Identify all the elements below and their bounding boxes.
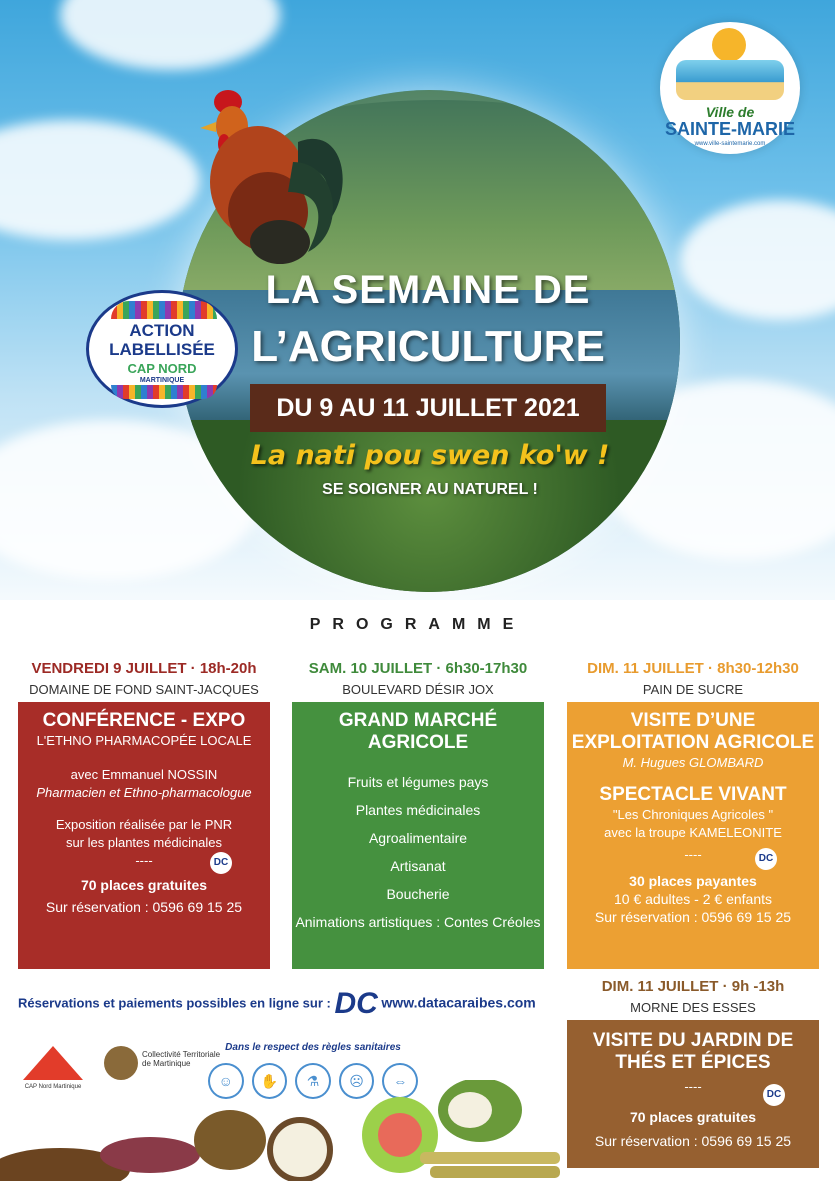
- saturday-item: Animations artistiques : Contes Créoles: [295, 914, 541, 930]
- sunday-event-box: [567, 702, 819, 969]
- friday-day: VENDREDI 9 JUILLET · 18h-20h: [31, 660, 257, 677]
- friday-speaker: avec Emmanuel NOSSIN: [70, 767, 218, 782]
- rooster-image: [188, 82, 358, 272]
- datacaraibes-icon: DC: [763, 1084, 785, 1106]
- event-slogan: La nati pou swen ko'w !: [250, 440, 610, 471]
- sunday2-title-line1: VISITE DU JARDIN DE: [592, 1030, 794, 1051]
- event-subslogan: SE SOIGNER AU NATUREL !: [322, 481, 538, 498]
- event-title-line1: LA SEMAINE DE: [265, 268, 591, 312]
- sunday-place: PAIN DE SUCRE: [642, 682, 744, 697]
- sunday-day: DIM. 11 JUILLET · 8h30-12h30: [587, 660, 799, 677]
- saturday-item: Boucherie: [386, 886, 450, 902]
- saturday-event-box: [292, 702, 544, 969]
- friday-separator: ----: [135, 853, 153, 868]
- saturday-title-line1: GRAND MARCHÉ: [338, 710, 498, 731]
- programme-heading: PROGRAMME: [309, 616, 526, 633]
- friday-speaker-role: Pharmacien et Ethno-pharmacologue: [36, 785, 252, 800]
- sunday2-title-line2: THÉS ET ÉPICES: [615, 1052, 771, 1073]
- datacaraibes-icon: DC: [755, 848, 777, 870]
- sainte-marie-logo: [660, 22, 800, 154]
- sunday2-reservation: Sur réservation : 0596 69 15 25: [594, 1133, 792, 1149]
- badge-line2: LABELLISÉE: [109, 340, 215, 359]
- sanitary-label: Dans le respect des règles sanitaires: [225, 1042, 401, 1053]
- sunday-price: 10 € adultes - 2 € enfants: [614, 891, 772, 907]
- sunday2-places: 70 places gratuites: [629, 1109, 757, 1125]
- sunday-title-line1: VISITE D’UNE: [630, 710, 756, 731]
- hummingbird-icon: [104, 1046, 138, 1080]
- badge-line4: MARTINIQUE: [139, 377, 185, 384]
- badge-line3: CAP NORD: [127, 361, 197, 376]
- sun-icon: [712, 28, 746, 62]
- event-dates: DU 9 AU 11 JUILLET 2021: [250, 384, 606, 432]
- ctm-text: Collectivité Territoriale de Martinique: [142, 1050, 221, 1068]
- event-title-line2: L’AGRICULTURE: [251, 322, 605, 371]
- sunday-host: M. Hugues GLOMBARD: [622, 755, 764, 770]
- friday-places: 70 places gratuites: [80, 877, 208, 893]
- saturday-item: Fruits et légumes pays: [347, 774, 489, 790]
- datacaraibes-icon: DC: [210, 852, 232, 874]
- sunday-show-line1: "Les Chroniques Agricoles ": [612, 807, 774, 822]
- hand-wash-icon: ✋: [252, 1063, 288, 1099]
- online-reservation-line: [18, 987, 558, 1021]
- sunday-places: 30 places payantes: [629, 873, 757, 889]
- friday-event-box: [18, 702, 270, 969]
- saturday-item: Artisanat: [390, 858, 446, 874]
- sunday2-separator: ----: [684, 1079, 702, 1094]
- datacaraibes-logo: DC: [334, 987, 378, 1020]
- sunday2-day: DIM. 11 JUILLET · 9h -13h: [601, 978, 785, 995]
- gel-icon: ⚗: [295, 1063, 331, 1099]
- sunday-separator: ----: [684, 847, 702, 862]
- sunday-show-title: SPECTACLE VIVANT: [599, 784, 787, 805]
- cough-elbow-icon: ☹: [339, 1063, 375, 1099]
- cap-nord-text: CAP Nord Martinique: [24, 1084, 82, 1090]
- logo-name-text: SAINTE-MARIE: [665, 119, 795, 139]
- reservation-text: Réservations et paiements possibles en ligne sur :: [18, 995, 331, 1011]
- distance-icon: ⇔: [382, 1063, 418, 1099]
- beach-scene-icon: [676, 60, 784, 100]
- produce-illustration: [0, 1080, 560, 1181]
- cap-nord-triangle-icon: [23, 1046, 83, 1080]
- sunday-show-line2: avec la troupe KAMELEONITE: [604, 825, 782, 840]
- saturday-day: SAM. 10 JUILLET · 6h30-17h30: [308, 660, 528, 677]
- badge-line1: ACTION: [129, 321, 195, 340]
- friday-expo-line1: Exposition réalisée par le PNR: [55, 817, 233, 832]
- saturday-item: Agroalimentaire: [368, 830, 468, 846]
- friday-subtitle: L'ETHNO PHARMACOPÉE LOCALE: [36, 733, 252, 748]
- sunday2-event-box: [567, 1020, 819, 1168]
- saturday-item: Plantes médicinales: [355, 802, 481, 818]
- logo-ville-text: Ville de: [705, 104, 755, 120]
- friday-reservation: Sur réservation : 0596 69 15 25: [45, 899, 243, 915]
- saturday-place: BOULEVARD DÉSIR JOX: [342, 682, 494, 697]
- action-labellisee-badge: [86, 290, 238, 408]
- saturday-title-line2: AGRICOLE: [367, 732, 469, 753]
- friday-place: DOMAINE DE FOND SAINT-JACQUES: [29, 682, 259, 697]
- sunday2-place: MORNE DES ESSES: [630, 1000, 756, 1015]
- sunday-title-line2: EXPLOITATION AGRICOLE: [571, 732, 815, 753]
- mask-icon: ☺: [208, 1063, 244, 1099]
- logo-url-text: www.ville-saintemarie.com: [694, 141, 766, 147]
- sunday-reservation: Sur réservation : 0596 69 15 25: [594, 909, 792, 925]
- friday-title: CONFÉRENCE - EXPO: [42, 710, 246, 731]
- datacaraibes-link[interactable]: www.datacaraibes.com: [381, 994, 536, 1011]
- friday-expo-line2: sur les plantes médicinales: [65, 835, 223, 850]
